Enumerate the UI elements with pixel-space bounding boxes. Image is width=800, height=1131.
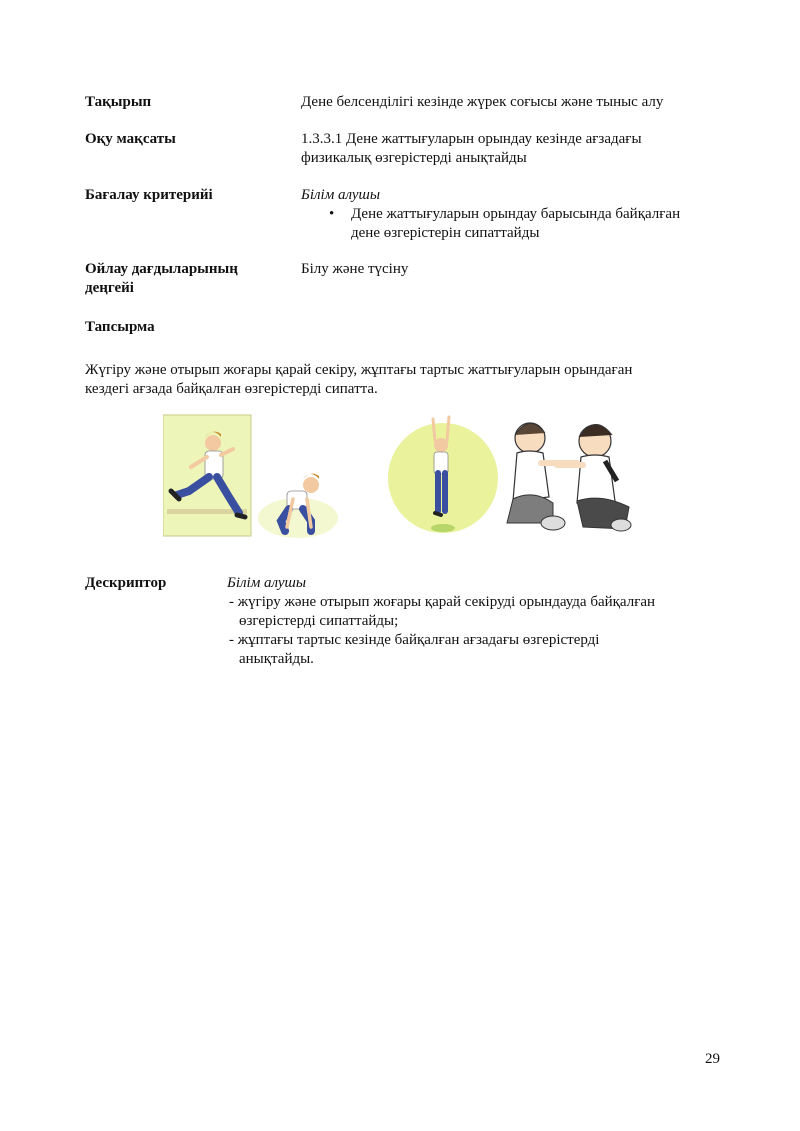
jumping-boy-figure — [388, 417, 498, 533]
descriptor-line: анықтайды. — [239, 651, 314, 667]
criteria-value — [301, 186, 731, 243]
descriptor-line: өзгерістерді сипаттайды; — [239, 613, 399, 629]
topic-label: Тақырып — [85, 94, 152, 110]
page-number: 29 — [705, 1051, 720, 1067]
descriptor-line: - жүгіру және отырып жоғары қарай секіруді орындауда байқалған — [229, 594, 656, 610]
running-boy-figure — [163, 415, 251, 536]
objective-label: Оқу мақсаты — [85, 131, 176, 147]
task-line: Жүгіру және отырып жоғары қарай секіру, жұптағы тартыс жаттығуларын орындаған — [85, 362, 633, 378]
criteria-bullet-line: Дене жаттығуларын орындау барысында байқалған — [351, 206, 681, 222]
descriptor-item — [227, 593, 727, 631]
task-line: кездегі ағзада байқалған өзгерістерді сипатта. — [85, 381, 378, 397]
objective-line: 1.3.3.1 Дене жаттығуларын орындау кезінде ағзадағы — [301, 131, 642, 147]
objective-value — [301, 130, 642, 168]
descriptor-label: Дескриптор — [85, 575, 167, 591]
thinking-level-value: Білу және түсіну — [301, 261, 409, 277]
descriptor-value — [227, 574, 727, 669]
tug-of-war-boys-figure — [507, 423, 631, 531]
descriptor-item — [227, 631, 727, 669]
topic-value: Дене белсенділігі кезінде жүрек соғысы және тыныс алу — [301, 94, 664, 110]
descriptor-learner: Білім алушы — [227, 575, 307, 591]
thinking-level-label — [85, 260, 238, 298]
criteria-bullet-line: дене өзгерістерін сипаттайды — [351, 225, 540, 241]
criteria-bullet-item — [301, 205, 731, 243]
exercise-illustration — [163, 413, 633, 538]
thinking-level-label-line: деңгейі — [85, 280, 134, 296]
task-heading: Тапсырма — [85, 319, 155, 335]
criteria-label: Бағалау критерийі — [85, 187, 213, 203]
descriptor-line: - жұптағы тартыс кезінде байқалған ағзадағы өзгерістерді — [229, 632, 600, 648]
criteria-learner: Білім алушы — [301, 187, 381, 203]
bullet-icon: • — [329, 206, 335, 222]
objective-line: физикалық өзгерістерді анықтайды — [301, 150, 527, 166]
crouching-boy-figure — [258, 474, 338, 538]
task-text — [85, 361, 632, 399]
thinking-level-label-line: Ойлау дағдыларының — [85, 261, 238, 277]
